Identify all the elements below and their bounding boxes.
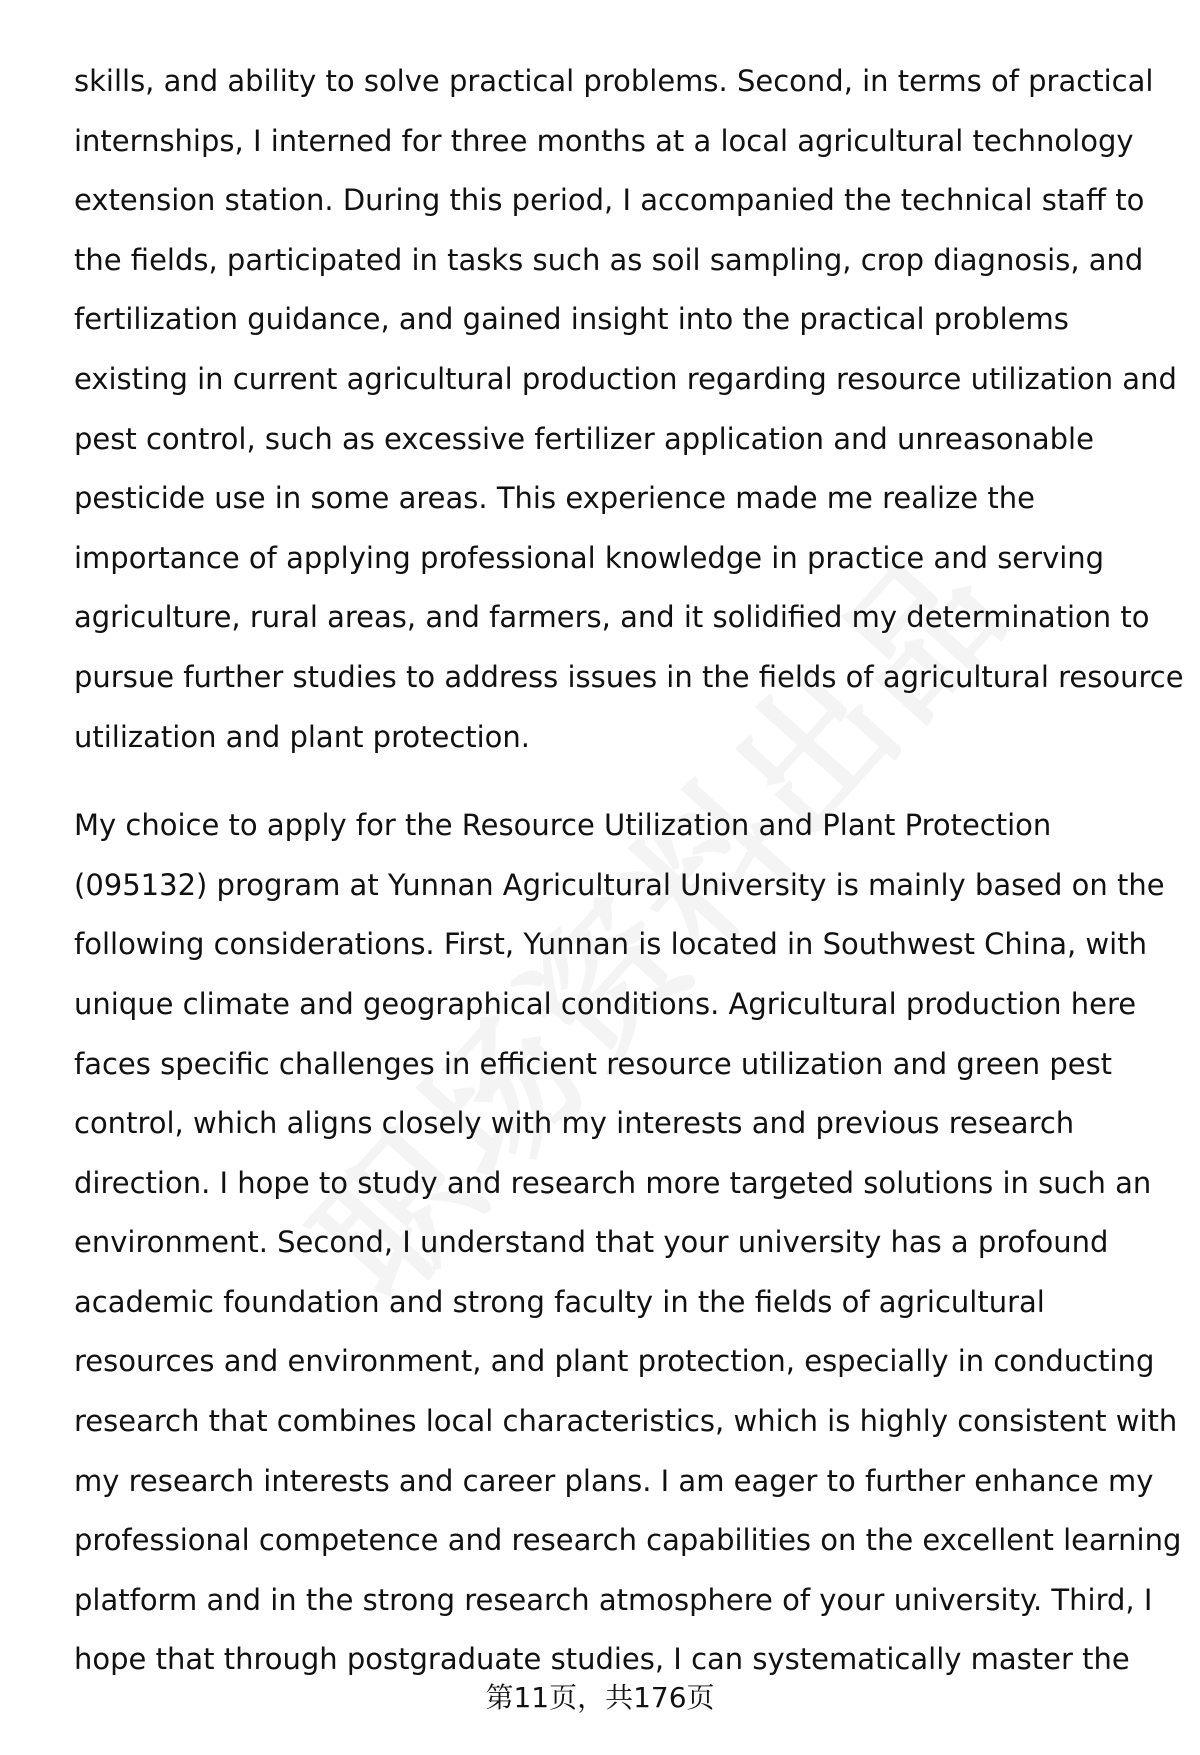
text-line: control, which aligns closely with my interests and previous research xyxy=(74,1106,1075,1141)
paragraph-2 xyxy=(74,796,1182,1690)
text-line: pesticide use in some areas. This experience made me realize the xyxy=(74,481,1035,516)
text-line: pursue further studies to address issues in the fields of agricultural resource xyxy=(74,659,1184,694)
text-line: faces specific challenges in efficient resource utilization and green pest xyxy=(74,1046,1113,1081)
text-line: utilization and plant protection. xyxy=(74,719,531,754)
text-line: platform and in the strong research atmosphere of your university. Third, I xyxy=(74,1582,1153,1617)
text-line: hope that through postgraduate studies, I can systematically master the xyxy=(74,1642,1130,1677)
text-line: resources and environment, and plant protection, especially in conducting xyxy=(74,1344,1155,1379)
text-line: direction. I hope to study and research more targeted solutions in such an xyxy=(74,1165,1152,1200)
text-line: environment. Second, I understand that your university has a profound xyxy=(74,1225,1109,1260)
text-line: professional competence and research capabilities on the excellent learning xyxy=(74,1523,1182,1558)
text-line: my research interests and career plans. I am eager to further enhance my xyxy=(74,1463,1154,1498)
text-line: (095132) program at Yunnan Agricultural University is mainly based on the xyxy=(74,867,1165,902)
document-body xyxy=(74,52,1184,1690)
paragraph-spacer xyxy=(74,767,1164,796)
text-line: unique climate and geographical conditions. Agricultural production here xyxy=(74,986,1137,1021)
text-line: existing in current agricultural production regarding resource utilization and xyxy=(74,361,1177,396)
text-line: following considerations. First, Yunnan is located in Southwest China, with xyxy=(74,927,1147,962)
text-line: My choice to apply for the Resource Utilization and Plant Protection xyxy=(74,808,1052,843)
text-line: extension station. During this period, I accompanied the technical staff to xyxy=(74,183,1145,218)
text-line: skills, and ability to solve practical problems. Second, in terms of practical xyxy=(74,64,1154,98)
paragraph-1 xyxy=(74,52,1184,767)
text-line: agriculture, rural areas, and farmers, and it solidified my determination to xyxy=(74,600,1150,635)
text-line: internships, I interned for three months at a local agricultural technology xyxy=(74,123,1134,158)
text-line: academic foundation and strong faculty in the fields of agricultural xyxy=(74,1284,1045,1319)
text-line: the fields, participated in tasks such as soil sampling, crop diagnosis, and xyxy=(74,242,1144,277)
text-line: importance of applying professional knowledge in practice and serving xyxy=(74,540,1105,575)
page-number-footer: 第11页，共176页 xyxy=(485,1681,715,1714)
text-line: pest control, such as excessive fertilizer application and unreasonable xyxy=(74,421,1094,456)
text-line: fertilization guidance, and gained insight into the practical problems xyxy=(74,302,1069,337)
text-line: research that combines local characteristics, which is highly consistent with xyxy=(74,1404,1178,1439)
